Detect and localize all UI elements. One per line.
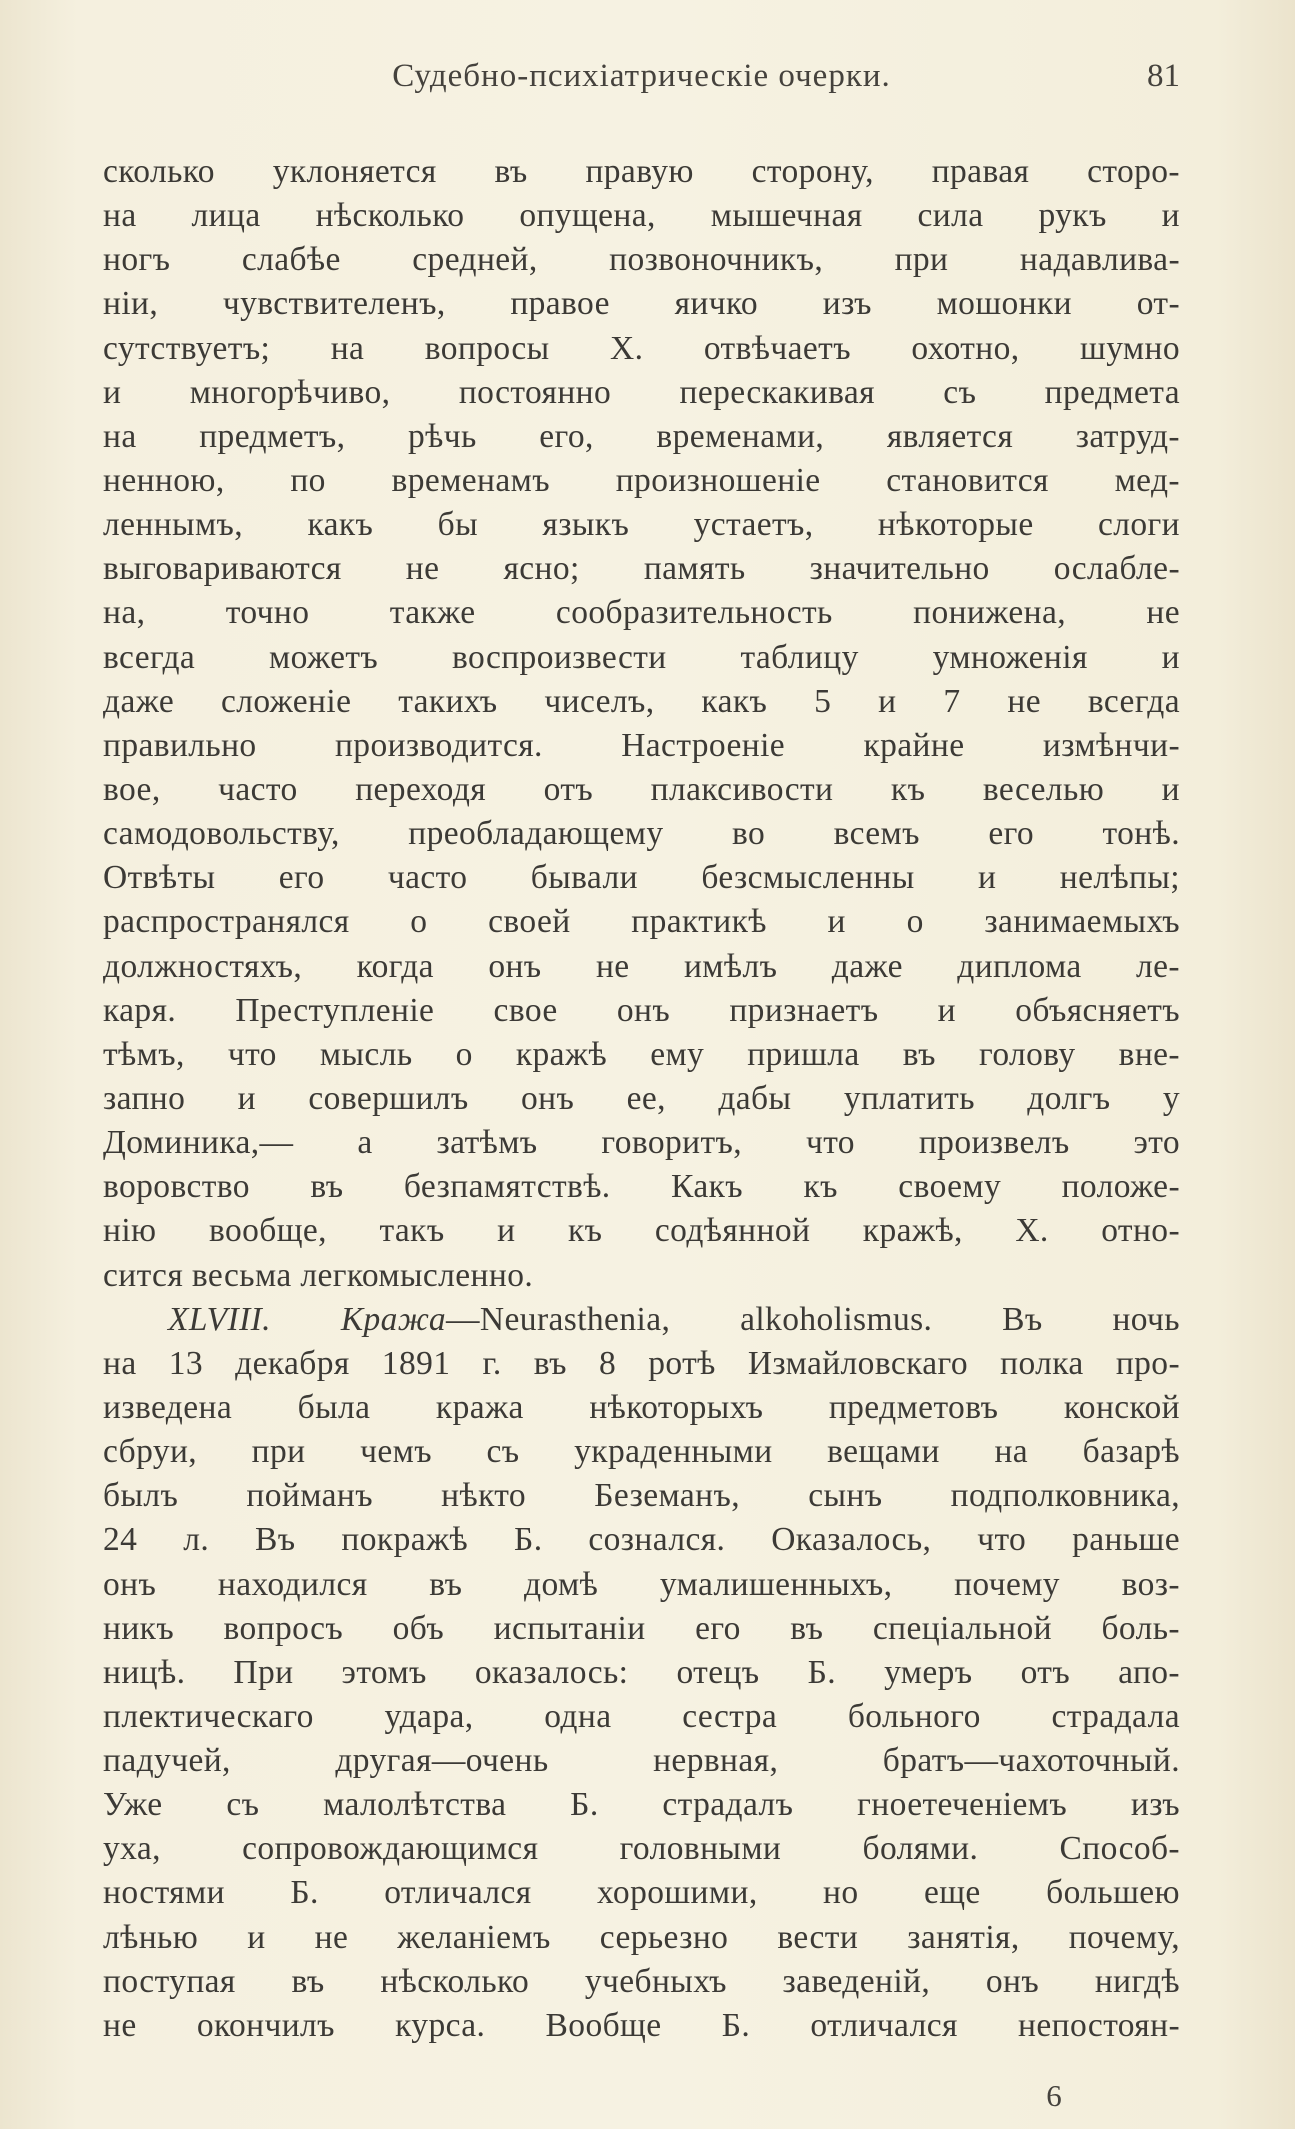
text-line: уха, сопровождающимся головными болями. Способ- [103, 1830, 1180, 1868]
text-line: Уже съ малолѣтства Б. страдалъ гноетеченіемъ изъ [103, 1786, 1180, 1824]
text-line: нію вообще, такъ и къ содѣянной кражѣ, X. отно- [103, 1212, 1180, 1250]
text-line: онъ находился въ домѣ умалишенныхъ, почему воз- [103, 1565, 1180, 1603]
text-line: сбруи, при чемъ съ украденными вещами на базарѣ [103, 1433, 1180, 1471]
text-line: должностяхъ, когда онъ не имѣлъ даже диплома ле- [103, 947, 1180, 985]
text-line: леннымъ, какъ бы языкъ устаетъ, нѣкоторые слоги [103, 506, 1180, 544]
text-line: ненною, по временамъ произношеніе становится мед- [103, 461, 1180, 499]
text-line: на 13 декабря 1891 г. въ 8 ротѣ Измайловскаго полка про- [103, 1344, 1180, 1382]
text-line: сутствуетъ; на вопросы X. отвѣчаетъ охотно, шумно [103, 329, 1180, 367]
page-number: 81 [1147, 58, 1180, 94]
text-line: запно и совершилъ онъ ее, дабы уплатить долгъ у [103, 1079, 1180, 1117]
text-line: никъ вопросъ объ испытаніи его въ спеціальной боль- [103, 1609, 1180, 1647]
text-line: на предметъ, рѣчь его, временами, является затруд- [103, 417, 1180, 455]
page-header [103, 58, 1180, 108]
text-line: ногъ слабѣе средней, позвоночникъ, при надавлива- [103, 241, 1180, 279]
text-line: плектическаго удара, одна сестра больного страдала [103, 1697, 1180, 1735]
section-first-line-rest: Въ ночь [932, 1300, 1180, 1338]
section-diagnosis: —Neurasthenia, alkoholismus. [446, 1300, 933, 1338]
text-line: всегда можетъ воспроизвести таблицу умноженія и [103, 638, 1180, 676]
text-line: ніи, чувствителенъ, правое яичко изъ мошонки от- [103, 285, 1180, 323]
text-line: лѣнью и не желаніемъ серьезно вести занятія, почему, [103, 1918, 1180, 1956]
text-line: сколько уклоняется въ правую сторону, правая сторо- [103, 153, 1180, 190]
text-line: на, точно также сообразительность понижена, не [103, 594, 1180, 632]
text-line: поступая въ нѣсколько учебныхъ заведеній, онъ нигдѣ [103, 1962, 1180, 2000]
text-line: 24 л. Въ покражѣ Б. сознался. Оказалось, что раньше [103, 1521, 1180, 1559]
body-text [103, 150, 1180, 2048]
text-line: падучей, другая—очень нервная, братъ—чахоточный. [103, 1742, 1180, 1780]
running-head: Судебно-психіатрическіе очерки. [392, 58, 891, 94]
section-number: XLVIII. [168, 1300, 271, 1338]
text-line: ностями Б. отличался хорошими, но еще большею [103, 1874, 1180, 1912]
text-line: Отвѣты его часто бывали безсмысленны и нелѣпы; [103, 859, 1180, 897]
text-line: изведена была кража нѣкоторыхъ предметовъ конской [103, 1388, 1180, 1426]
section-title: Кража [340, 1300, 447, 1338]
text-line: сится весьма легкомысленно. [103, 1256, 534, 1294]
text-line: каря. Преступленіе свое онъ признаетъ и объясняетъ [103, 991, 1180, 1029]
text-line: выговариваются не ясно; память значительно ослабле- [103, 550, 1180, 588]
text-line: не окончилъ курса. Вообще Б. отличался непостоян- [103, 2006, 1180, 2044]
text-line: тѣмъ, что мысль о кражѣ ему пришла въ голову вне- [103, 1035, 1180, 1073]
signature-mark: 6 [1046, 2078, 1062, 2113]
section-heading-line [103, 1298, 1180, 1342]
text-line: ницѣ. При этомъ оказалось: отецъ Б. умеръ отъ апо- [103, 1653, 1180, 1691]
text-line: воровство въ безпамятствѣ. Какъ къ своему положе- [103, 1168, 1180, 1206]
text-line: вое, часто переходя отъ плаксивости къ веселью и [103, 770, 1180, 808]
text-line: Доминика,— а затѣмъ говоритъ, что произвелъ это [103, 1124, 1180, 1162]
text-line: даже сложеніе такихъ чиселъ, какъ 5 и 7 не всегда [103, 682, 1180, 720]
text-line: былъ пойманъ нѣкто Беземанъ, сынъ подполковника, [103, 1477, 1180, 1515]
text-line: самодовольству, преобладающему во всемъ его тонѣ. [103, 815, 1180, 853]
text-line: распространялся о своей практикѣ и о занимаемыхъ [103, 903, 1180, 941]
text-line: на лица нѣсколько опущена, мышечная сила рукъ и [103, 197, 1180, 235]
text-line: и многорѣчиво, постоянно перескакивая съ предмета [103, 373, 1180, 411]
text-line: правильно производится. Настроеніе крайне измѣнчи- [103, 726, 1180, 764]
